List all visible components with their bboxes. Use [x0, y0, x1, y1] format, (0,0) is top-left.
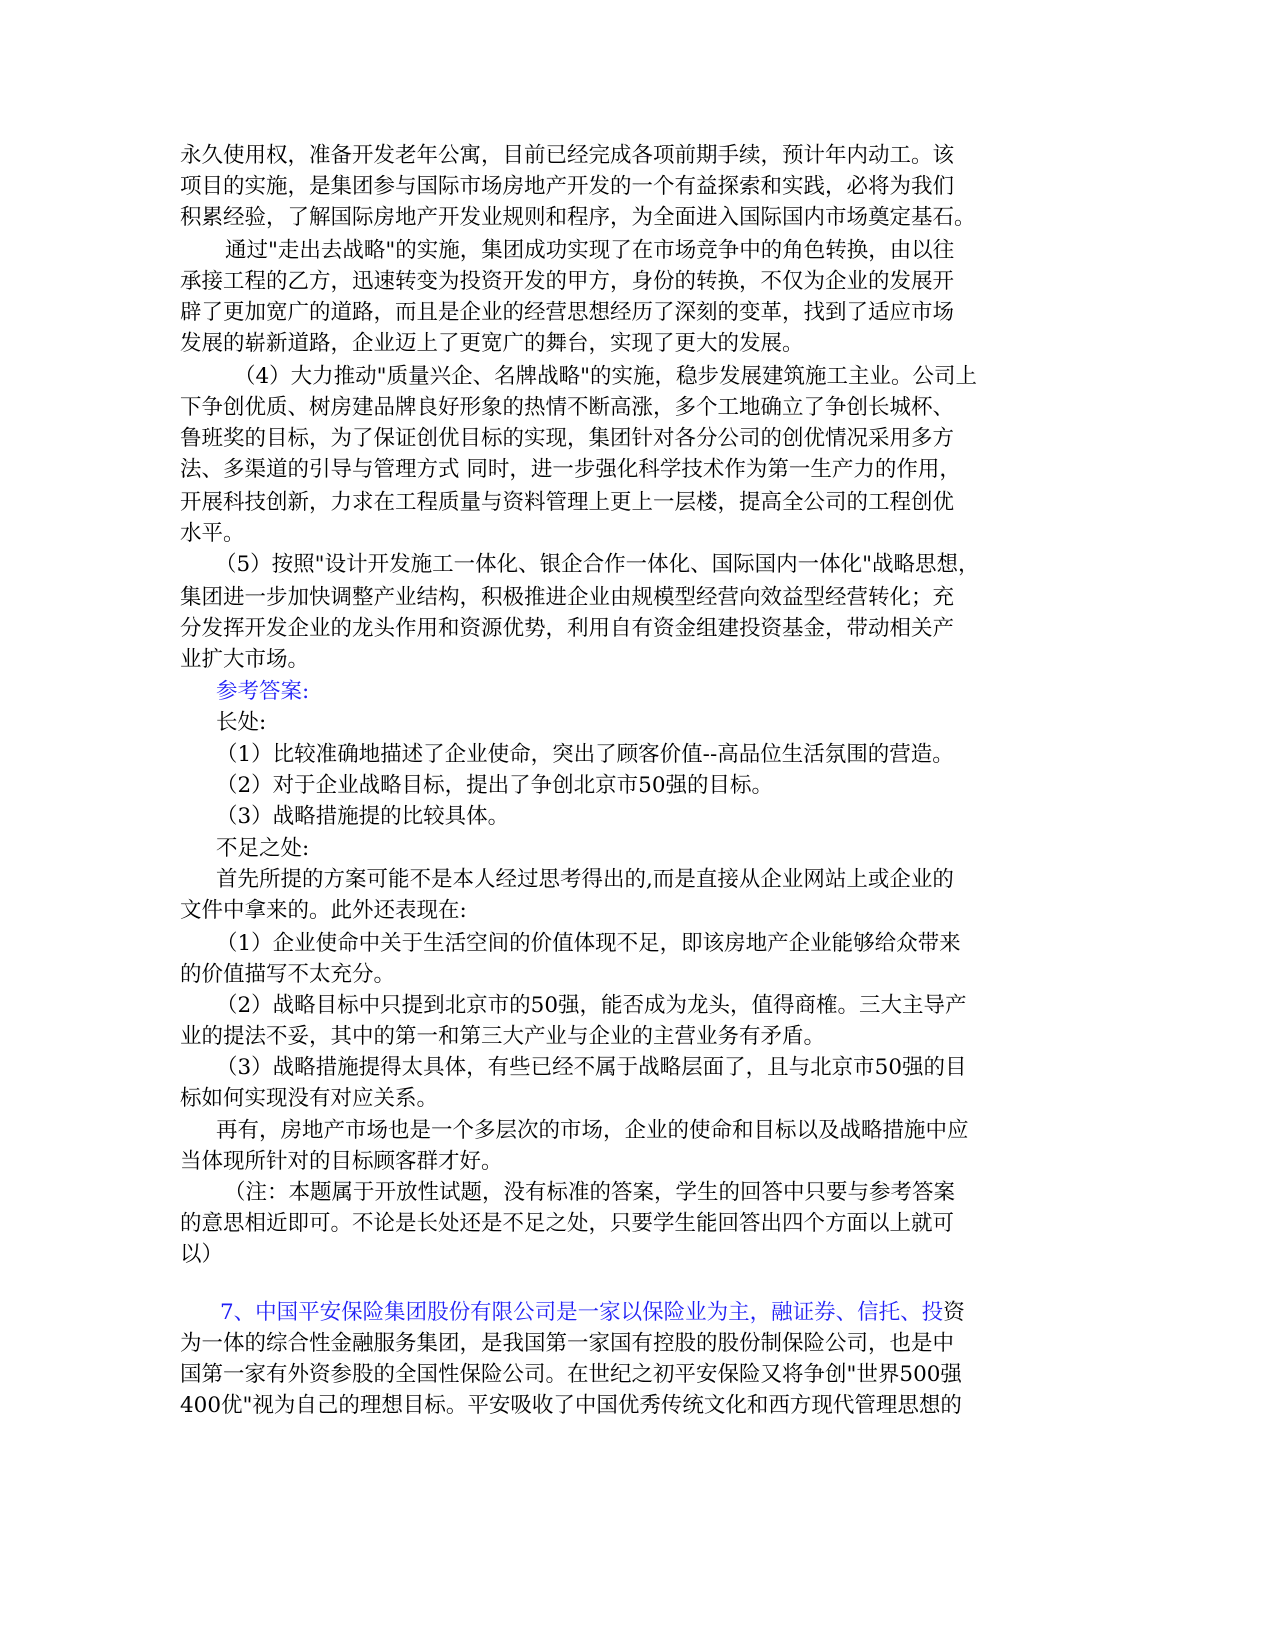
text-line: 再有，房地产市场也是一个多层次的市场，企业的使命和目标以及战略措施中应 — [216, 1118, 969, 1143]
text-line: 首先所提的方案可能不是本人经过思考得出的,而是直接从企业网站上或企业的 — [216, 867, 954, 892]
text-line: 400优"视为自己的理想目标。平安吸收了中国优秀传统文化和西方现代管理思想的 — [180, 1393, 962, 1418]
text-line: （1）比较准确地描述了企业使命，突出了顾客价值--高品位生活氛围的营造。 — [216, 742, 954, 767]
question-7-first-line — [220, 1297, 1050, 1329]
text-line: 辟了更加宽广的道路，而且是企业的经营思想经历了深刻的变革，找到了适应市场 — [180, 300, 955, 325]
text-line: 标如何实现没有对应关系。 — [180, 1086, 439, 1111]
text-line: 水平。 — [180, 521, 245, 546]
text-line: （1）企业使命中关于生活空间的价值体现不足，即该房地产企业能够给众带来 — [216, 931, 961, 956]
text-line: （2）对于企业战略目标，提出了争创北京市50强的目标。 — [216, 773, 774, 798]
text-line: 长处: — [216, 710, 267, 735]
text-line: 通过"走出去战略"的实施，集团成功实现了在市场竞争中的角色转换，由以往 — [225, 238, 955, 263]
text-line: （注：本题属于开放性试题，没有标准的答案，学生的回答中只要与参考答案 — [224, 1180, 956, 1205]
text-line: 法、多渠道的引导与管理方式 同时，进一步强化科学技术作为第一生产力的作用， — [180, 457, 961, 482]
text-line: 为一体的综合性金融服务集团，是我国第一家国有控股的股份制保险公司，也是中 — [180, 1331, 955, 1356]
text-line: 集团进一步加快调整产业结构，积极推进企业由规模型经营向效益型经营转化；充 — [180, 585, 955, 610]
text-line: 承接工程的乙方，迅速转变为投资开发的甲方，身份的转换，不仅为企业的发展开 — [180, 269, 955, 294]
text-line: 的意思相近即可。不论是长处还是不足之处，只要学生能回答出四个方面以上就可 — [180, 1211, 955, 1236]
text-line: 文件中拿来的。此外还表现在: — [180, 898, 467, 923]
text-line: 开展科技创新，力求在工程质量与资料管理上更上一层楼，提高全公司的工程创优 — [180, 490, 955, 515]
text-line: 当体现所针对的目标顾客群才好。 — [180, 1149, 503, 1174]
text-line: 下争创优质、树房建品牌良好形象的热情不断高涨，多个工地确立了争创长城杯、 — [180, 395, 955, 420]
reference-answer-heading: 参考答案: — [216, 679, 310, 704]
text-line: （3）战略措施提得太具体，有些已经不属于战略层面了，且与北京市50强的目 — [216, 1055, 967, 1080]
text-line: 国第一家有外资参股的全国性保险公司。在世纪之初平安保险又将争创"世界500强 — [180, 1362, 962, 1387]
text-line: 发展的崭新道路，企业迈上了更宽广的舞台，实现了更大的发展。 — [180, 331, 804, 356]
text-line: 不足之处: — [216, 836, 310, 861]
text-line: 业的提法不妥，其中的第一和第三大产业与企业的主营业务有矛盾。 — [180, 1024, 826, 1049]
question-7-heading: 7、中国平安保险集团股份有限公司是一家以保险业为主，融证券、信托、投 — [220, 1300, 944, 1325]
text-line: 积累经验，了解国际房地产开发业规则和程序，为全面进入国际国内市场奠定基石。 — [180, 205, 976, 230]
text-line: （2）战略目标中只提到北京市的50强，能否成为龙头，值得商榷。三大主导产 — [216, 993, 967, 1018]
text-line: 鲁班奖的目标，为了保证创优目标的实现，集团针对各分公司的创优情况采用多方 — [180, 426, 955, 451]
text-line: 项目的实施，是集团参与国际市场房地产开发的一个有益探索和实践，必将为我们 — [180, 174, 955, 199]
text-line: （4）大力推动"质量兴企、名牌战略"的实施，稳步发展建筑施工主业。公司上 — [234, 364, 977, 389]
text-line: （3）战略措施提的比较具体。 — [216, 804, 510, 829]
text-line: 的价值描写不太充分。 — [180, 962, 396, 987]
text-line: 以） — [180, 1242, 224, 1267]
text-line: 业扩大市场。 — [180, 647, 310, 672]
text-line: 永久使用权，准备开发老年公寓，目前已经完成各项前期手续，预计年内动工。该 — [180, 143, 955, 168]
text-line: 分发挥开发企业的龙头作用和资源优势，利用自有资金组建投资基金，带动相关产 — [180, 616, 955, 641]
question-7-continuation: 资 — [943, 1300, 965, 1325]
text-line: （5）按照"设计开发施工一体化、银企合作一体化、国际国内一体化"战略思想， — [215, 552, 980, 577]
